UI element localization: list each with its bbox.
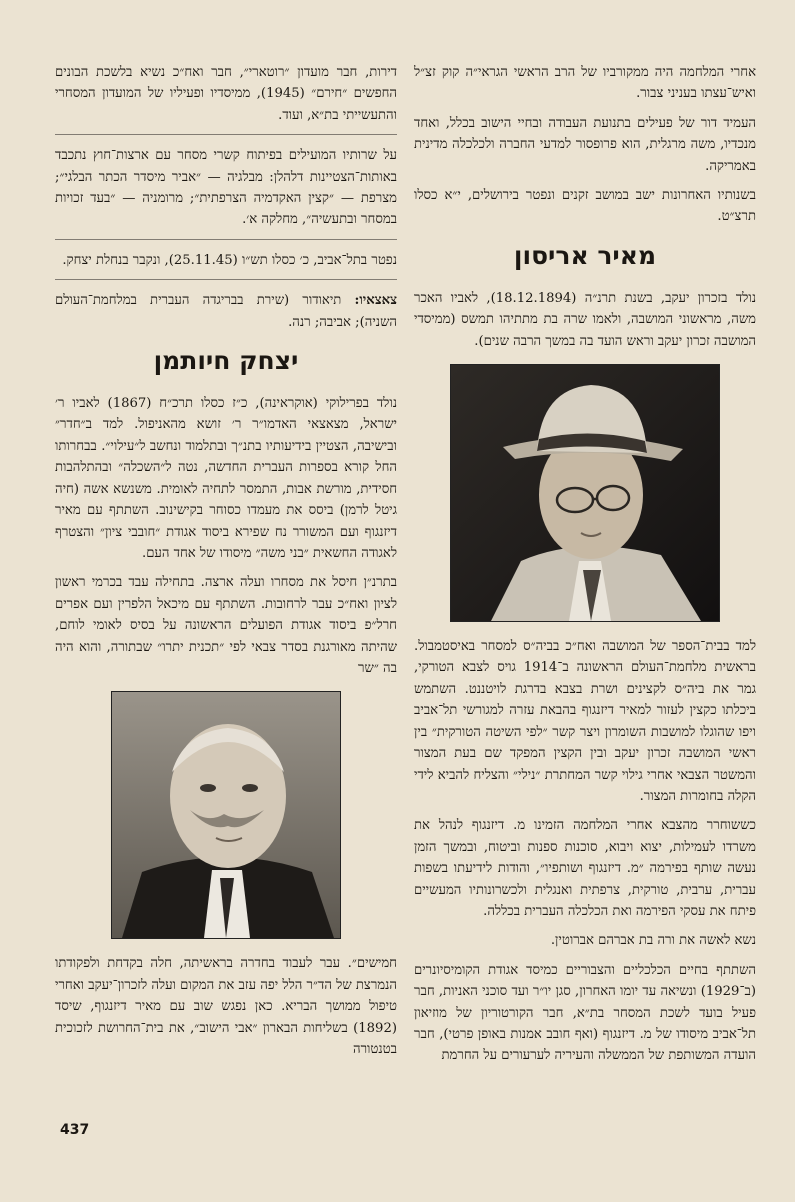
left-paragraph-1: דירות, חבר מועדון ״רוטארי״, חבר ואח״כ נשיא בלשכת הבונים החפשים ״חירם״ (1945), ממיסדיו ופעיליו של המועדון המסחרי והתעשייתי בת״א, ועוד. — [55, 65, 397, 123]
right-column — [414, 62, 756, 1202]
descendants — [55, 290, 397, 333]
yitzhak-hayutman-paragraph-3: חמישים״. עבר לעבוד בחדרה בראשיתה, חלה בקדחת ולפקודתו הנמרצת של הד״ר הלל יפה עזב את המקום ועלה לזכרון־יעקב ואחרי טיפול ממושך הבריא. כאן נפגש שוב עם מאיר דיזנגוף, שיסד (1892) בשליחות הבארון ״אבי הישוב״, את בית־החרושת לזכוכית בטנטורה — [55, 956, 397, 1057]
left-paragraph-3: נפטר בתל־אביב, כ׳ כסלו תש״ו (25.11.45), ונקבר בנחלת יצחק. — [62, 252, 397, 268]
left-paragraph-2: על שרותיו המועילים בפיתוח קשרי מסחר עם ארצות־חוץ נתכבד באותות־הצטיינות דלהלן: מבלגיה — ״אביר מיסדר הכתר הבלגי״; מצרפת — ״קצין האקדמיה הצרפתית״; מרומניה — ״בעד זכויות במסחר ובתעשיה״, מחלקה א׳. — [55, 148, 397, 228]
meir-arison-paragraph-2: למד בבית־הספר של המושבה ואח״כ בביה״ס למסחר באיסטמבול. בראשית מלחמת־העולם הראשונה ב־1914 גויס לצבא הטורקי, גמר את ביה״ס לקצינים ושרת בצבא בדרגת לויטננט. השתמש ביכלתו כקצין לעזור למאיר דיזנגוף בהבאת עזרה למגורשי תל־אביב ויפו שהוגלו למושבות השומרון ויצר קשר ״לפי השיטה הטורקית״ בין ראשי המושבה זכרון יעקב ובין הקצין המפקד שם בעת המצור והמשטר הצבאי אחרי גילוי קשר המחתרת ״נילי״ והצליח להביא לידי הקלה בחומרות המצור. — [414, 639, 756, 804]
meir-arison-paragraph-4: נשא לאשה את ורה בת אברהם אברוטין. — [550, 933, 756, 949]
divider — [55, 134, 397, 135]
portrait-photo-meir-arison — [450, 364, 720, 622]
yitzhak-hayutman-paragraph-1: נולד בפרילוקי (אוקראינה), כ״ז כסלו תרכ״ח (1867) לאביו ר׳ ישראל, מצאצאי האדמו״ר ר׳ זושא מהאניפול. למד ב״חדר״ ובישיבה, הצטיין בידיעותיו בתנ״ך ובתלמוד ונחשב ל״עילוי״. בבחרותו החל קורא בספרות העברית החדשה, נטה ל״השכלה״ ובהתלהבות חסידית, מורשת אבות, התמסר לתחיה לאומית. משנשא אשה (חיה גיטל לרמן) ביסס את מעמדו כסוחר בקישינוב. השתתף עם מאיר דיזנגוף ועם המשורר נח שפירא ביסוד אגודת ״חובבי ציון״ והצטרף לאגודה החשאית ״בני משה״ מיסודו של אחד העם. — [55, 396, 397, 561]
descendants-text: תיאודור (שירת בבריגדה העברית במלחמת־העולם השניה); אביבה; רנה. — [55, 293, 397, 330]
meir-arison-paragraph-3: כששוחרר מהצבא אחרי המלחמה הזמינו מ. דיזנגוף לנהל את משרדו לעמילות, יצוא ויבוא, סוכנות ספנות וביטוח, ובמשך הזמן נעשה שותף בפירמה ״מ. דיזנגוף ושותפיו״, והודות לידיעתו בשפות עברית, ערבית, טורקית, צרפתית ואנגלית ולכשרונותיו המעשיים פיתח את עסקי הפירמה ואת הכלכלה העברית בכללה. — [414, 818, 756, 919]
left-column — [55, 62, 397, 1162]
divider — [55, 239, 397, 240]
meir-arison-paragraph-5: השתתף בחיים הכלכליים והצבוריים כמיסד אגודת הקומיסיונרים (ב־1929) ונשיאה עד יומו האחרון, סגן יו״ר ועד סוכני האניות, חבר פעיל בועד לשכת המסחר בת״א, חבר הקורטוריון של מוזיאון תל־אביב מיסודו של מ. דיזנגוף (ואף חובב אמנות באופן פרטי), חבר הועדה המשותפת של הממשלה והעיריה לערעורים על החרמת — [414, 962, 756, 1064]
meir-arison-paragraph-1: נולד בזכרון יעקב, בשנת תרנ״ה (18.12.1894), לאביו האכר משה, מראשוני המושבה, ולאמו שרה בת מתתיהו תמשס (ממיסדי המושבה זכרון יעקב וראש הועד בה במשך הרבה שנים). — [414, 290, 756, 349]
divider — [55, 279, 397, 280]
intro-paragraph-2: העמיד דור של פעילים בתנועת העבודה ובחיי הישוב בכלל, ואחד מנכדיו, משה מרגלית, הוא פרופסור למדעי החברה ולכלכלה מדינית באמריקה. — [414, 115, 756, 174]
yitzhak-hayutman-paragraph-2: בתרנ״ן חיסל את מסחרו ועלה ארצה. בתחילה עבד בכרמי ראשון לציון ואח״כ עבר לרחובות. השתתף עם מיכאל הלפרין ועם אפרים חרל״פ ביסוד אגודת הפועלים הראשונה על בסיס לאומי לוחם, שהיתה מאורגנת בסדר צבאי לפי ״תכנית יתרו״ שבתורה, והוא היה בה ״שר — [55, 575, 397, 676]
portrait-photo-yitzhak-hayutman — [111, 691, 341, 939]
page-number: 437 — [60, 1122, 90, 1138]
descendants-label: צאצאיו: — [354, 293, 397, 309]
section-heading-meir-arison: מאיר אריסון — [513, 240, 657, 270]
section-heading-yitzhak-hayutman: יצחק חיותמן — [153, 346, 299, 376]
intro-paragraph-3: בשנותיו האחרונות ישב במושב זקנים ונפטר בירושלים, י״א כסלו תרצ״ט. — [414, 188, 756, 225]
intro-paragraph-1: אחרי המלחמה היה ממקורביו של הרב הראשי הגראי״ה קוק זצ״ל ואיש־עצתו בעניני צבור. — [414, 65, 756, 102]
